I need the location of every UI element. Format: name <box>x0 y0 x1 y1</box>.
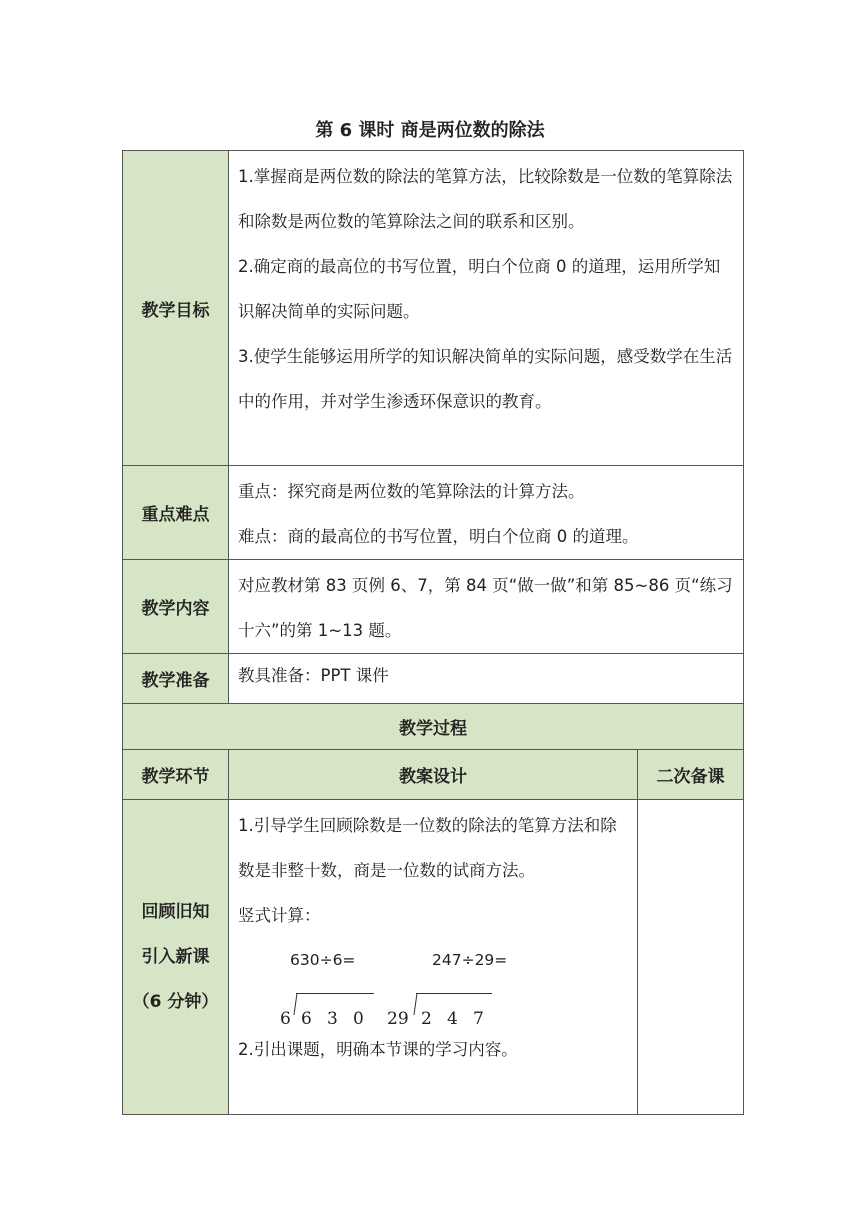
problem-1: 630÷6= <box>290 951 356 969</box>
stage1-label-line-3: （6 分钟） <box>132 991 219 1012</box>
longdiv2-divisor: 29 <box>387 1009 409 1029</box>
lesson-plan-table <box>122 150 744 1115</box>
objective-item-1: 1.掌握商是两位数的除法的笔算方法，比较除数是一位数的笔算除法和除数是两位数的笔算除法之间的联系和区别。 <box>238 167 733 231</box>
longdiv1-digit-3: 0 <box>353 1009 364 1029</box>
stage1-intro: 1.引导学生回顾除数是一位数的除法的笔算方法和除数是非整十数，商是一位数的试商方法。 <box>238 816 617 880</box>
longdiv1-digit-2: 3 <box>327 1009 338 1029</box>
longdiv2-bracket <box>413 993 419 1015</box>
calc-problems <box>238 938 629 983</box>
longdiv2-digit-1: 2 <box>421 1009 432 1029</box>
longdiv2-digit-3: 7 <box>473 1009 484 1029</box>
objective-item-2: 2.确定商的最高位的书写位置，明白个位商 0 的道理，运用所学知识解决简单的实际问题。 <box>238 257 721 321</box>
longdiv2-digit-2: 4 <box>447 1009 458 1029</box>
objective-item-3: 3.使学生能够运用所学的知识解决简单的实际问题，感受数学在生活中的作用，并对学生渗透环保意识的教育。 <box>238 347 733 411</box>
header-second: 二次备课 <box>638 750 744 800</box>
difficult-point: 难点：商的最高位的书写位置，明白个位商 0 的道理。 <box>238 527 639 546</box>
key-points-label: 重点难点 <box>123 466 229 560</box>
long-division-row <box>238 983 629 1027</box>
process-band: 教学过程 <box>123 704 744 750</box>
stage1-second-prep <box>638 800 744 1115</box>
longdiv1-bracket <box>293 993 299 1015</box>
stage1-label <box>123 800 229 1115</box>
stage1-item-2: 2.引出课题，明确本节课的学习内容。 <box>238 1040 518 1059</box>
content-text: 对应教材第 83 页例 6、7，第 84 页“做一做”和第 85~86 页“练习十六”的第 1~13 题。 <box>229 560 744 654</box>
header-design: 教案设计 <box>229 750 638 800</box>
page-title: 第 6 课时 商是两位数的除法 <box>315 120 545 141</box>
preparation-label: 教学准备 <box>123 654 229 704</box>
key-points-content <box>229 466 744 560</box>
key-point: 重点：探究商是两位数的笔算除法的计算方法。 <box>238 482 585 501</box>
stage1-design <box>229 800 638 1115</box>
longdiv1-bar <box>296 993 374 994</box>
preparation-text: 教具准备：PPT 课件 <box>229 654 744 704</box>
header-stage: 教学环节 <box>123 750 229 800</box>
objectives-label: 教学目标 <box>123 151 229 466</box>
objectives-content <box>229 151 744 466</box>
problem-2: 247÷29= <box>432 951 508 969</box>
stage1-label-line-2: 引入新课 <box>141 946 210 967</box>
longdiv2-bar <box>416 993 492 994</box>
longdiv1-digit-1: 6 <box>301 1009 312 1029</box>
stage1-label-line-1: 回顾旧知 <box>141 901 210 922</box>
vertical-calc-label: 竖式计算： <box>238 906 321 925</box>
longdiv1-divisor: 6 <box>280 1009 291 1029</box>
content-label: 教学内容 <box>123 560 229 654</box>
